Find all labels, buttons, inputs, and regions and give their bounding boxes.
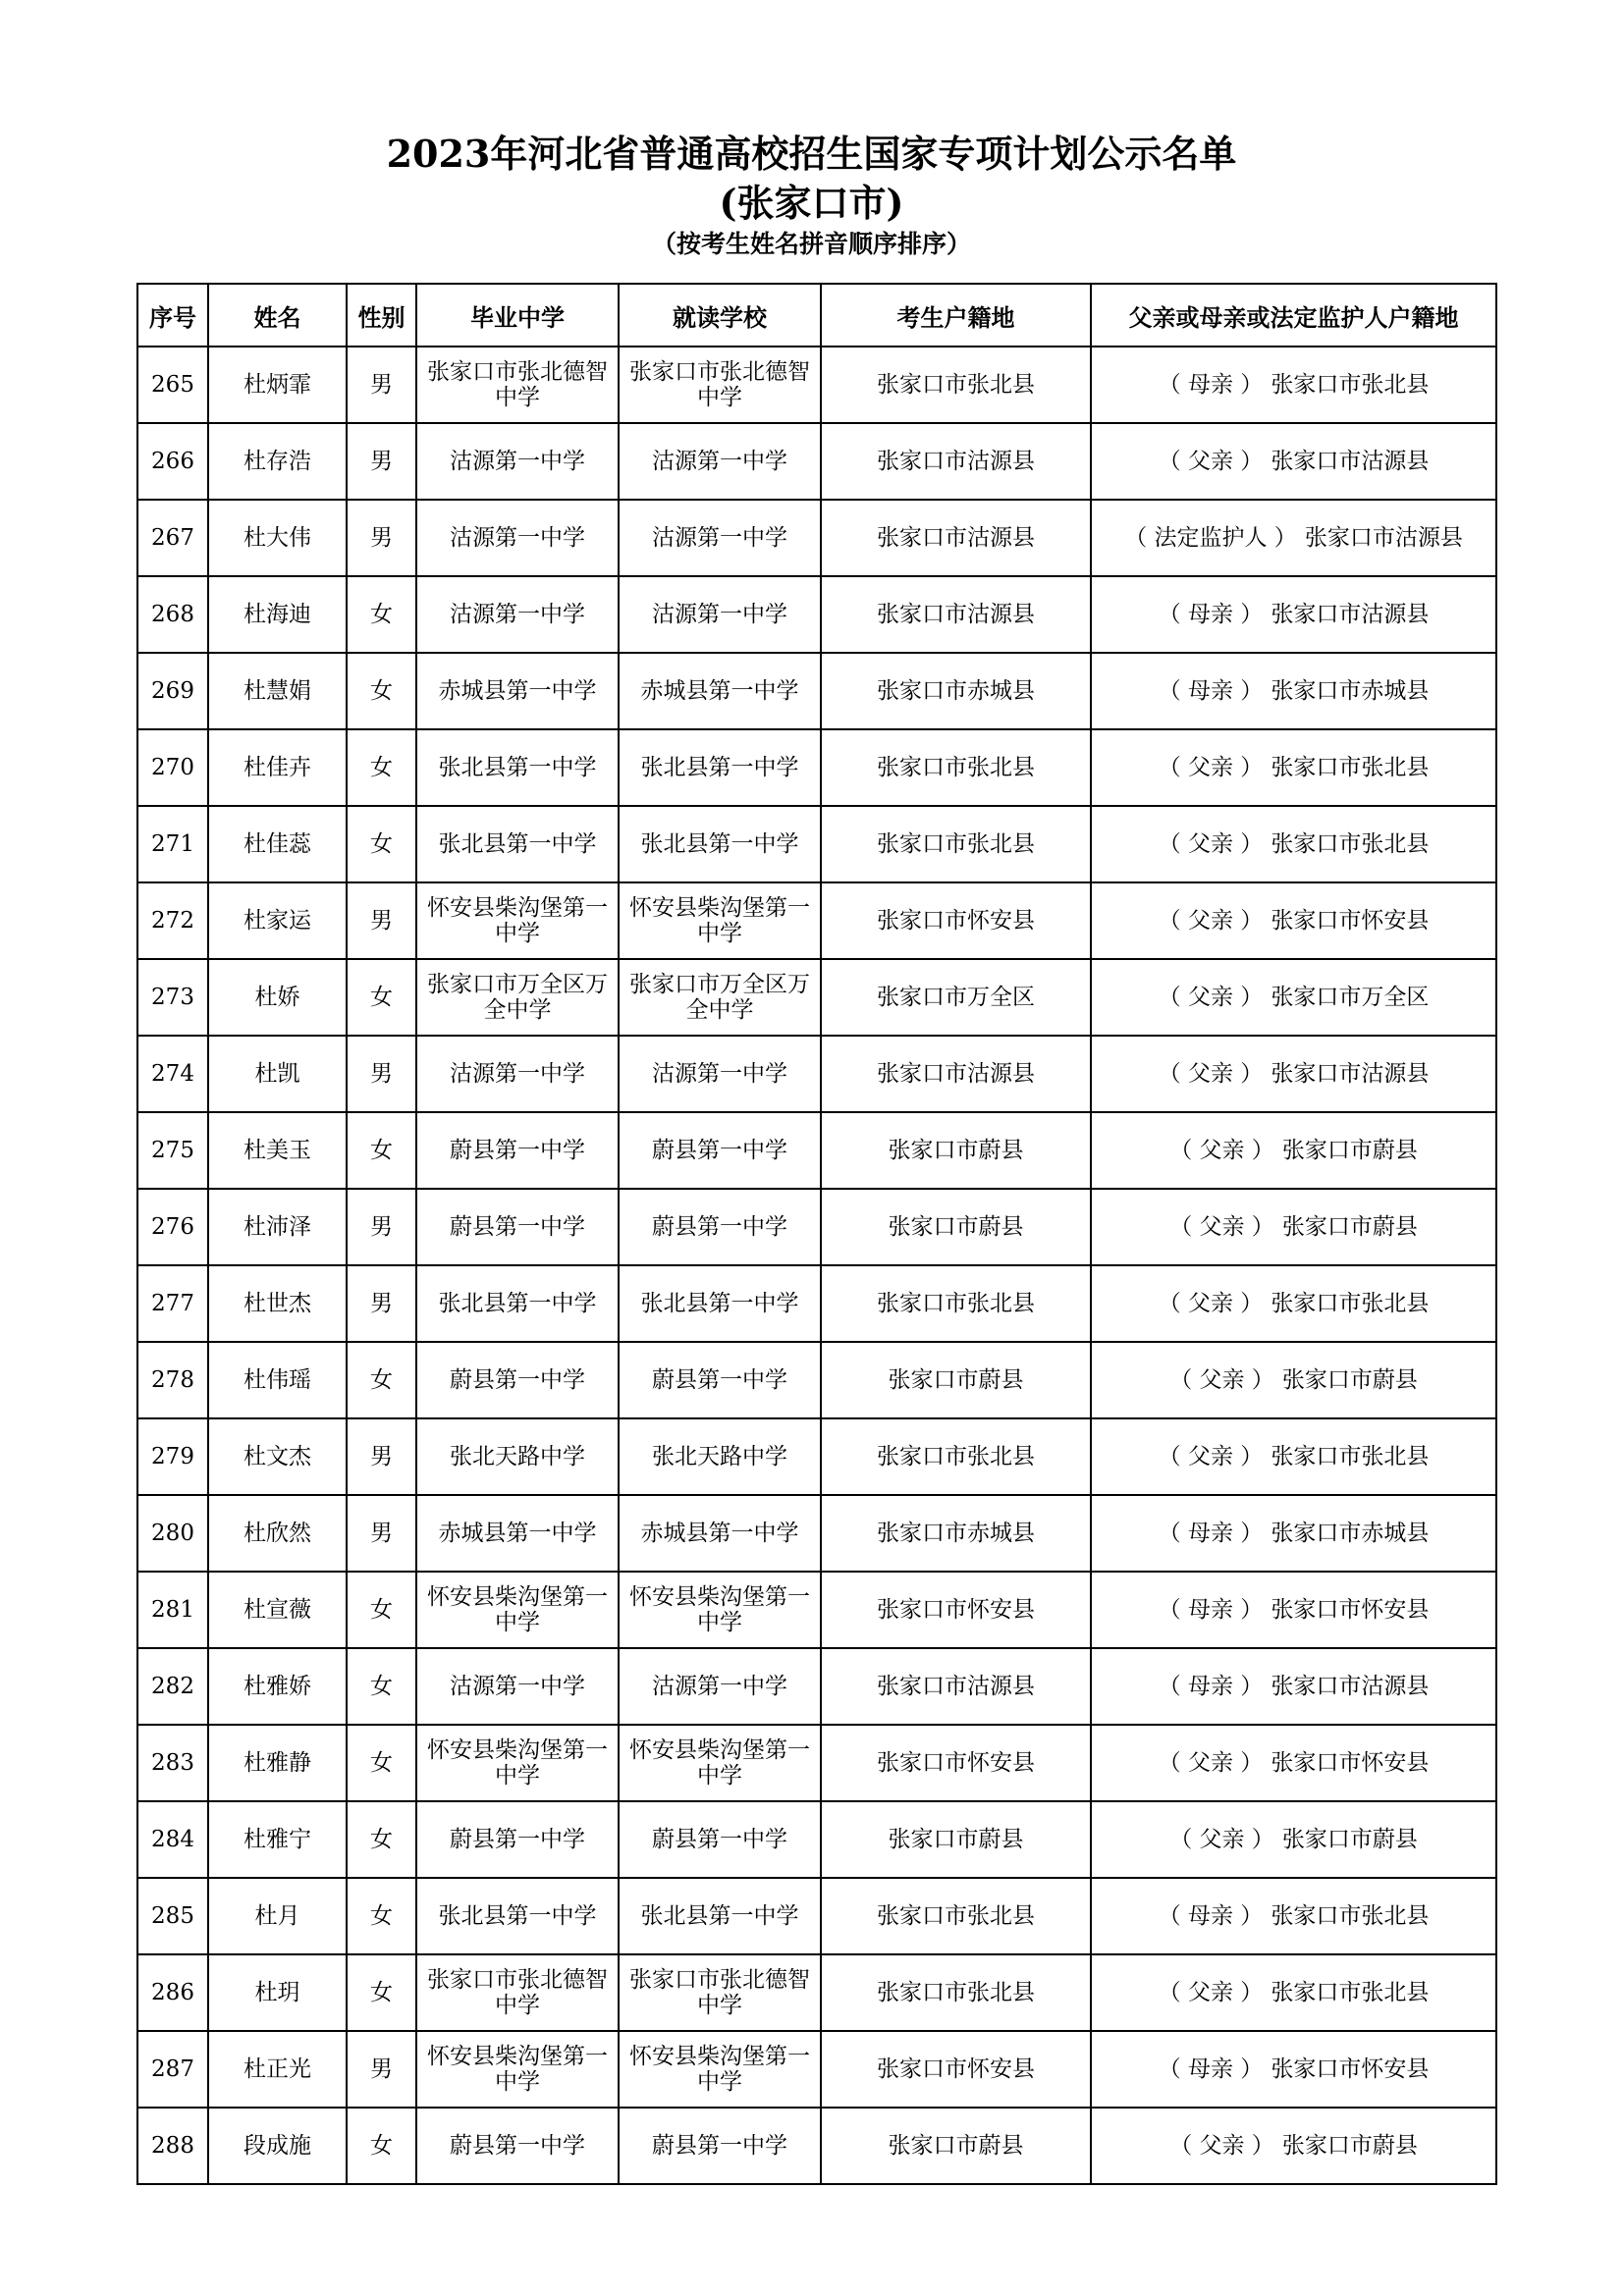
parent-place: 张家口市张北县: [1271, 372, 1430, 398]
parent-place: 张家口市蔚县: [1281, 1367, 1418, 1393]
cell-parent-household: [1091, 2108, 1496, 2184]
cell-parent-household: [1091, 1189, 1496, 1265]
cell-household: 张家口市蔚县: [821, 1342, 1091, 1418]
cell-gender: 女: [347, 959, 416, 1036]
parent-relation: （ 母亲 ）: [1158, 1597, 1264, 1623]
cell-name: 杜美玉: [208, 1112, 347, 1189]
cell-gender: 女: [347, 1112, 416, 1189]
cell-name: 杜佳蕊: [208, 806, 347, 882]
cell-current-school: 赤城县第一中学: [619, 1495, 821, 1572]
parent-place: 张家口市万全区: [1271, 985, 1430, 1010]
cell-grad-school: 沽源第一中学: [416, 576, 619, 653]
cell-parent-household: [1091, 1725, 1496, 1801]
parent-place: 张家口市张北县: [1271, 1444, 1430, 1469]
parent-relation: （ 父亲 ）: [1158, 1291, 1264, 1316]
cell-current-school: 蔚县第一中学: [619, 2108, 821, 2184]
parent-relation: （ 父亲 ）: [1158, 1750, 1264, 1776]
cell-parent-household: [1091, 882, 1496, 959]
cell-grad-school: 赤城县第一中学: [416, 1495, 619, 1572]
table-row: [137, 1342, 1496, 1418]
parent-relation: （ 父亲 ）: [1158, 755, 1264, 780]
cell-household: 张家口市沽源县: [821, 576, 1091, 653]
cell-current-school: 怀安县柴沟堡第一中学: [619, 1572, 821, 1648]
cell-parent-household: [1091, 806, 1496, 882]
cell-gender: 女: [347, 1801, 416, 1878]
table-row: [137, 500, 1496, 576]
cell-grad-school: 张北县第一中学: [416, 729, 619, 806]
cell-seq: 272: [137, 882, 208, 959]
cell-gender: 女: [347, 1648, 416, 1725]
cell-parent-household: [1091, 959, 1496, 1036]
table-row: [137, 1878, 1496, 1954]
cell-parent-household: [1091, 347, 1496, 423]
cell-parent-household: [1091, 653, 1496, 729]
cell-grad-school: 赤城县第一中学: [416, 653, 619, 729]
table-row: [137, 1036, 1496, 1112]
cell-current-school: 沽源第一中学: [619, 576, 821, 653]
cell-grad-school: 蔚县第一中学: [416, 1189, 619, 1265]
cell-gender: 男: [347, 1036, 416, 1112]
cell-name: 杜文杰: [208, 1418, 347, 1495]
document-title: 2023年河北省普通高校招生国家专项计划公示名单: [386, 132, 1237, 176]
sort-note: （按考生姓名拼音顺序排序）: [651, 230, 971, 258]
header-current-school: 就读学校: [619, 284, 821, 347]
cell-name: 杜凯: [208, 1036, 347, 1112]
cell-current-school: 沽源第一中学: [619, 423, 821, 500]
parent-place: 张家口市沽源县: [1271, 449, 1430, 474]
parent-relation: （ 母亲 ）: [1158, 1903, 1264, 1929]
header-household: 考生户籍地: [821, 284, 1091, 347]
cell-grad-school: 沽源第一中学: [416, 500, 619, 576]
cell-seq: 267: [137, 500, 208, 576]
cell-current-school: 张北县第一中学: [619, 1265, 821, 1342]
cell-seq: 271: [137, 806, 208, 882]
parent-relation: （ 父亲 ）: [1158, 449, 1264, 474]
parent-place: 张家口市张北县: [1271, 831, 1430, 857]
table-row: [137, 1572, 1496, 1648]
parent-place: 张家口市沽源县: [1304, 525, 1463, 551]
table-row: [137, 806, 1496, 882]
cell-seq: 273: [137, 959, 208, 1036]
cell-name: 杜存浩: [208, 423, 347, 500]
cell-name: 杜娇: [208, 959, 347, 1036]
cell-name: 杜欣然: [208, 1495, 347, 1572]
cell-household: 张家口市蔚县: [821, 1801, 1091, 1878]
parent-relation: （ 母亲 ）: [1158, 2056, 1264, 2082]
cell-household: 张家口市张北县: [821, 1265, 1091, 1342]
cell-household: 张家口市张北县: [821, 729, 1091, 806]
table-row: [137, 576, 1496, 653]
cell-household: 张家口市怀安县: [821, 1572, 1091, 1648]
table-row: [137, 423, 1496, 500]
parent-relation: （ 母亲 ）: [1158, 1521, 1264, 1546]
header-name: 姓名: [208, 284, 347, 347]
cell-gender: 女: [347, 1954, 416, 2031]
cell-name: 杜玥: [208, 1954, 347, 2031]
cell-name: 杜家运: [208, 882, 347, 959]
cell-household: 张家口市张北县: [821, 1954, 1091, 2031]
cell-gender: 女: [347, 576, 416, 653]
cell-name: 杜月: [208, 1878, 347, 1954]
parent-relation: （ 母亲 ）: [1158, 1674, 1264, 1699]
cell-household: 张家口市张北县: [821, 347, 1091, 423]
cell-parent-household: [1091, 1342, 1496, 1418]
cell-parent-household: [1091, 500, 1496, 576]
parent-place: 张家口市沽源县: [1271, 1674, 1430, 1699]
cell-seq: 277: [137, 1265, 208, 1342]
parent-relation: （ 父亲 ）: [1158, 1061, 1264, 1087]
cell-gender: 女: [347, 2108, 416, 2184]
parent-place: 张家口市沽源县: [1271, 602, 1430, 627]
parent-relation: （ 母亲 ）: [1158, 602, 1264, 627]
cell-grad-school: 怀安县柴沟堡第一中学: [416, 2031, 619, 2108]
cell-parent-household: [1091, 423, 1496, 500]
parent-place: 张家口市怀安县: [1271, 2056, 1430, 2082]
cell-current-school: 蔚县第一中学: [619, 1801, 821, 1878]
cell-household: 张家口市蔚县: [821, 1189, 1091, 1265]
cell-seq: 266: [137, 423, 208, 500]
cell-gender: 女: [347, 1878, 416, 1954]
cell-gender: 女: [347, 1725, 416, 1801]
cell-household: 张家口市怀安县: [821, 1725, 1091, 1801]
table-row: [137, 1418, 1496, 1495]
cell-gender: 女: [347, 1572, 416, 1648]
cell-name: 段成施: [208, 2108, 347, 2184]
cell-name: 杜沛泽: [208, 1189, 347, 1265]
cell-name: 杜佳卉: [208, 729, 347, 806]
cell-seq: 268: [137, 576, 208, 653]
table-row: [137, 959, 1496, 1036]
table-row: [137, 1954, 1496, 2031]
parent-relation: （ 父亲 ）: [1169, 1367, 1274, 1393]
header-seq: 序号: [137, 284, 208, 347]
table-header: [137, 284, 1496, 347]
cell-grad-school: 蔚县第一中学: [416, 1342, 619, 1418]
cell-grad-school: 蔚县第一中学: [416, 1801, 619, 1878]
cell-grad-school: 蔚县第一中学: [416, 1112, 619, 1189]
parent-place: 张家口市蔚县: [1281, 1138, 1418, 1163]
cell-seq: 274: [137, 1036, 208, 1112]
cell-current-school: 怀安县柴沟堡第一中学: [619, 2031, 821, 2108]
parent-place: 张家口市沽源县: [1271, 1061, 1430, 1087]
parent-place: 张家口市张北县: [1271, 1903, 1430, 1929]
cell-gender: 男: [347, 2031, 416, 2108]
parent-relation: （ 母亲 ）: [1158, 372, 1264, 398]
table-row: [137, 1495, 1496, 1572]
parent-place: 张家口市蔚县: [1281, 2133, 1418, 2159]
parent-place: 张家口市张北县: [1271, 1980, 1430, 2005]
cell-current-school: 张北县第一中学: [619, 729, 821, 806]
table-row: [137, 729, 1496, 806]
cell-seq: 285: [137, 1878, 208, 1954]
table-row: [137, 882, 1496, 959]
cell-household: 张家口市张北县: [821, 1418, 1091, 1495]
cell-name: 杜伟瑶: [208, 1342, 347, 1418]
cell-gender: 女: [347, 653, 416, 729]
parent-relation: （ 法定监护人 ）: [1124, 525, 1297, 551]
cell-household: 张家口市沽源县: [821, 500, 1091, 576]
table-row: [137, 1801, 1496, 1878]
cell-current-school: 张北天路中学: [619, 1418, 821, 1495]
header-gender: 性别: [347, 284, 416, 347]
cell-seq: 287: [137, 2031, 208, 2108]
parent-place: 张家口市怀安县: [1271, 908, 1430, 934]
parent-relation: （ 父亲 ）: [1169, 1827, 1274, 1852]
cell-household: 张家口市沽源县: [821, 1036, 1091, 1112]
cell-grad-school: 张家口市万全区万全中学: [416, 959, 619, 1036]
table-row: [137, 1265, 1496, 1342]
cell-grad-school: 怀安县柴沟堡第一中学: [416, 1572, 619, 1648]
cell-name: 杜雅静: [208, 1725, 347, 1801]
cell-current-school: 张北县第一中学: [619, 1878, 821, 1954]
parent-relation: （ 母亲 ）: [1158, 678, 1264, 704]
cell-current-school: 张家口市张北德智中学: [619, 347, 821, 423]
cell-grad-school: 沽源第一中学: [416, 1036, 619, 1112]
table-row: [137, 2031, 1496, 2108]
parent-place: 张家口市蔚县: [1281, 1827, 1418, 1852]
cell-current-school: 张北县第一中学: [619, 806, 821, 882]
cell-name: 杜宣薇: [208, 1572, 347, 1648]
cell-seq: 276: [137, 1189, 208, 1265]
cell-name: 杜雅娇: [208, 1648, 347, 1725]
table-row: [137, 1112, 1496, 1189]
cell-grad-school: 沽源第一中学: [416, 423, 619, 500]
cell-current-school: 蔚县第一中学: [619, 1342, 821, 1418]
cell-gender: 女: [347, 729, 416, 806]
cell-seq: 270: [137, 729, 208, 806]
cell-parent-household: [1091, 1801, 1496, 1878]
cell-household: 张家口市张北县: [821, 1878, 1091, 1954]
cell-parent-household: [1091, 1265, 1496, 1342]
cell-grad-school: 怀安县柴沟堡第一中学: [416, 1725, 619, 1801]
cell-parent-household: [1091, 1572, 1496, 1648]
parent-place: 张家口市赤城县: [1271, 678, 1430, 704]
cell-name: 杜雅宁: [208, 1801, 347, 1878]
cell-grad-school: 蔚县第一中学: [416, 2108, 619, 2184]
parent-place: 张家口市蔚县: [1281, 1214, 1418, 1240]
cell-parent-household: [1091, 729, 1496, 806]
cell-seq: 280: [137, 1495, 208, 1572]
cell-household: 张家口市赤城县: [821, 1495, 1091, 1572]
cell-current-school: 张家口市万全区万全中学: [619, 959, 821, 1036]
cell-gender: 男: [347, 347, 416, 423]
cell-grad-school: 张北县第一中学: [416, 806, 619, 882]
cell-seq: 278: [137, 1342, 208, 1418]
cell-gender: 男: [347, 500, 416, 576]
cell-grad-school: 张北县第一中学: [416, 1265, 619, 1342]
cell-seq: 286: [137, 1954, 208, 2031]
cell-seq: 281: [137, 1572, 208, 1648]
parent-relation: （ 父亲 ）: [1158, 831, 1264, 857]
cell-parent-household: [1091, 1495, 1496, 1572]
cell-grad-school: 怀安县柴沟堡第一中学: [416, 882, 619, 959]
cell-household: 张家口市万全区: [821, 959, 1091, 1036]
cell-gender: 男: [347, 1495, 416, 1572]
parent-relation: （ 父亲 ）: [1169, 1138, 1274, 1163]
cell-current-school: 怀安县柴沟堡第一中学: [619, 882, 821, 959]
cell-seq: 265: [137, 347, 208, 423]
cell-household: 张家口市蔚县: [821, 2108, 1091, 2184]
header-parent-household: 父亲或母亲或法定监护人户籍地: [1091, 284, 1496, 347]
cell-name: 杜世杰: [208, 1265, 347, 1342]
parent-place: 张家口市怀安县: [1271, 1750, 1430, 1776]
table-row: [137, 1189, 1496, 1265]
cell-seq: 269: [137, 653, 208, 729]
cell-parent-household: [1091, 576, 1496, 653]
cell-gender: 男: [347, 882, 416, 959]
cell-name: 杜大伟: [208, 500, 347, 576]
cell-parent-household: [1091, 1954, 1496, 2031]
parent-place: 张家口市赤城县: [1271, 1521, 1430, 1546]
cell-current-school: 蔚县第一中学: [619, 1189, 821, 1265]
cell-household: 张家口市沽源县: [821, 1648, 1091, 1725]
cell-seq: 283: [137, 1725, 208, 1801]
cell-gender: 男: [347, 423, 416, 500]
cell-current-school: 张家口市张北德智中学: [619, 1954, 821, 2031]
parent-place: 张家口市张北县: [1271, 755, 1430, 780]
cell-name: 杜慧娟: [208, 653, 347, 729]
cell-parent-household: [1091, 1878, 1496, 1954]
parent-relation: （ 父亲 ）: [1158, 985, 1264, 1010]
cell-seq: 275: [137, 1112, 208, 1189]
roster-table: [136, 283, 1497, 2185]
cell-seq: 282: [137, 1648, 208, 1725]
cell-name: 杜炳霏: [208, 347, 347, 423]
cell-current-school: 沽源第一中学: [619, 1648, 821, 1725]
header-row: [137, 284, 1496, 347]
cell-household: 张家口市蔚县: [821, 1112, 1091, 1189]
cell-current-school: 蔚县第一中学: [619, 1112, 821, 1189]
cell-grad-school: 张北县第一中学: [416, 1878, 619, 1954]
parent-place: 张家口市怀安县: [1271, 1597, 1430, 1623]
header-grad-school: 毕业中学: [416, 284, 619, 347]
table-row: [137, 347, 1496, 423]
cell-seq: 284: [137, 1801, 208, 1878]
cell-seq: 279: [137, 1418, 208, 1495]
parent-relation: （ 父亲 ）: [1158, 1980, 1264, 2005]
cell-parent-household: [1091, 1418, 1496, 1495]
cell-grad-school: 张家口市张北德智中学: [416, 1954, 619, 2031]
cell-grad-school: 张家口市张北德智中学: [416, 347, 619, 423]
cell-current-school: 沽源第一中学: [619, 500, 821, 576]
cell-gender: 男: [347, 1265, 416, 1342]
cell-parent-household: [1091, 1648, 1496, 1725]
cell-current-school: 赤城县第一中学: [619, 653, 821, 729]
cell-name: 杜正光: [208, 2031, 347, 2108]
parent-relation: （ 父亲 ）: [1169, 1214, 1274, 1240]
cell-parent-household: [1091, 1036, 1496, 1112]
cell-grad-school: 张北天路中学: [416, 1418, 619, 1495]
table-row: [137, 1648, 1496, 1725]
parent-relation: （ 父亲 ）: [1169, 2133, 1274, 2159]
cell-gender: 男: [347, 1189, 416, 1265]
table-row: [137, 653, 1496, 729]
table-row: [137, 1725, 1496, 1801]
table-body: [137, 347, 1496, 2184]
parent-relation: （ 父亲 ）: [1158, 1444, 1264, 1469]
parent-place: 张家口市张北县: [1271, 1291, 1430, 1316]
cell-household: 张家口市怀安县: [821, 2031, 1091, 2108]
cell-household: 张家口市赤城县: [821, 653, 1091, 729]
cell-name: 杜海迪: [208, 576, 347, 653]
cell-gender: 男: [347, 1418, 416, 1495]
cell-household: 张家口市怀安县: [821, 882, 1091, 959]
cell-household: 张家口市沽源县: [821, 423, 1091, 500]
cell-grad-school: 沽源第一中学: [416, 1648, 619, 1725]
cell-parent-household: [1091, 1112, 1496, 1189]
cell-current-school: 沽源第一中学: [619, 1036, 821, 1112]
cell-parent-household: [1091, 2031, 1496, 2108]
cell-gender: 女: [347, 806, 416, 882]
cell-current-school: 怀安县柴沟堡第一中学: [619, 1725, 821, 1801]
table-row: [137, 2108, 1496, 2184]
document-subtitle: (张家口市): [719, 181, 904, 225]
cell-seq: 288: [137, 2108, 208, 2184]
cell-household: 张家口市张北县: [821, 806, 1091, 882]
cell-gender: 女: [347, 1342, 416, 1418]
parent-relation: （ 父亲 ）: [1158, 908, 1264, 934]
